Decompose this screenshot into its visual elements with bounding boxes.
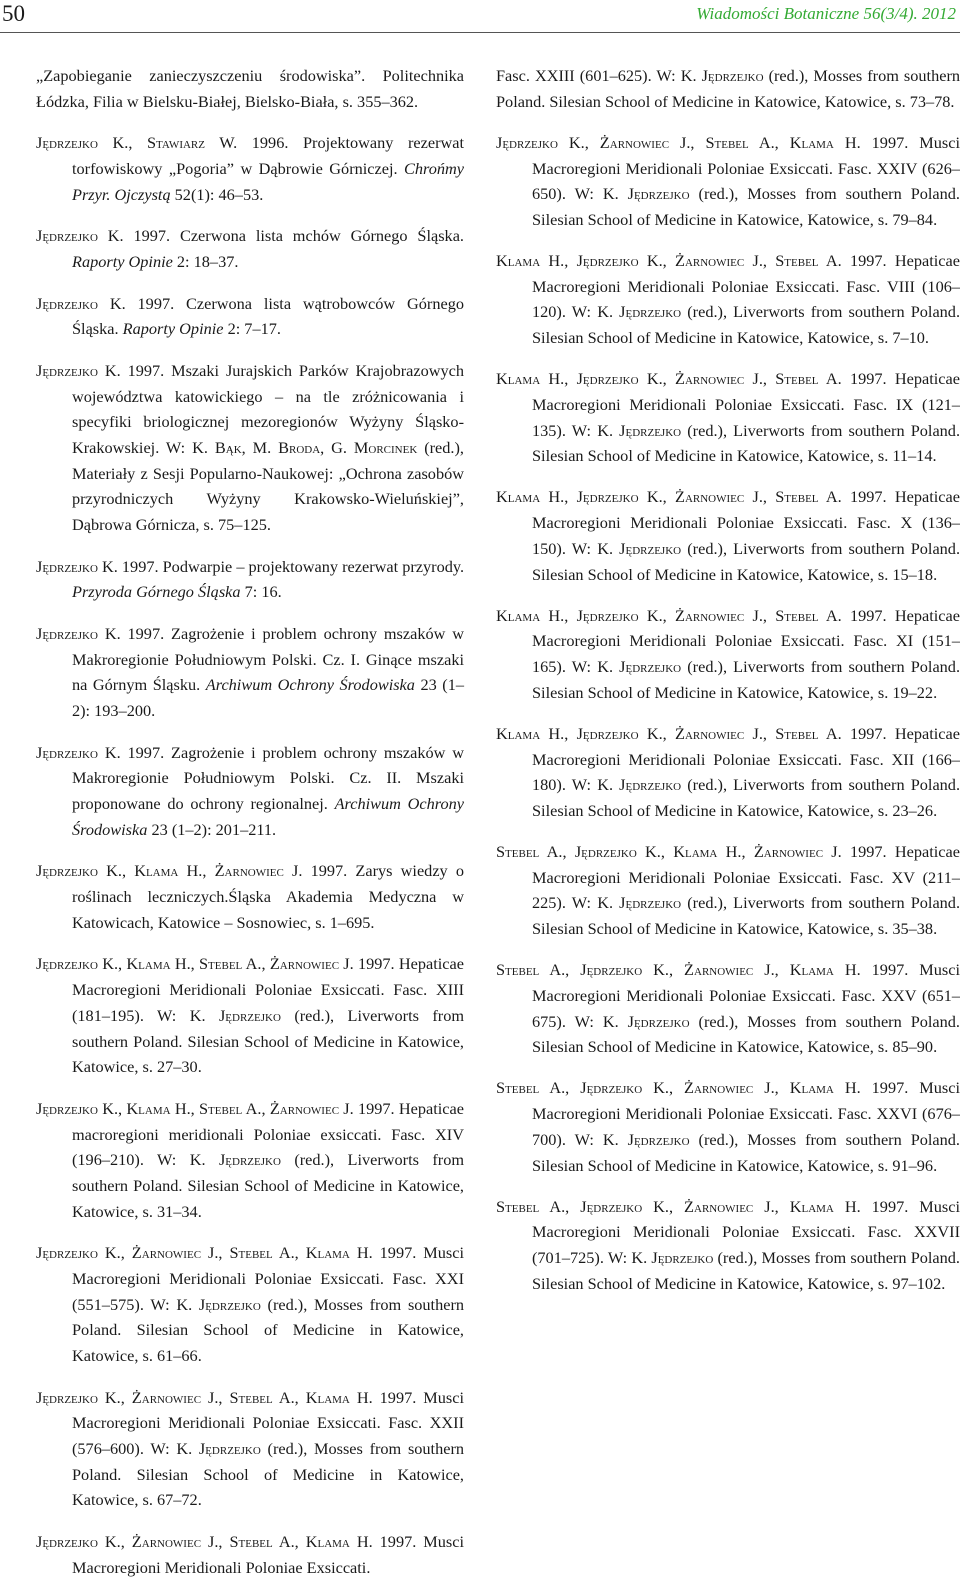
page-number: 50 [2, 1, 25, 26]
reference-authors: Jędrzejko K., Żarnowiec J., Stebel A., Klama H. [496, 132, 861, 152]
reference-source: Archiwum Ochrony Środowiska [205, 675, 415, 695]
reference-entry-continued [496, 63, 960, 114]
reference-authors: K. Jędrzejko [680, 66, 764, 85]
reference-authors: K. Jędrzejko [602, 1011, 690, 1031]
reference-source: Raporty Opinie [122, 319, 224, 339]
reference-authors: Jędrzejko K., Żarnowiec J., Stebel A., Klama H. [36, 1532, 373, 1552]
reference-authors: Jędrzejko K., Klama H., Żarnowiec J. [36, 861, 303, 881]
header-rule [0, 32, 960, 33]
reference-text: 1997. Zagrożenie i problem ochrony mszaków w Makroregionie Południowym Polski. Cz. II. Mszaki proponowane do ochrony regionalnej. [72, 742, 465, 814]
reference-text: 1997. Musci Macroregioni Meridionali Poloniae Exsiccati. Fasc. XXVII (701–725). W: [532, 1196, 960, 1268]
reference-authors: Stebel A., Jędrzejko K., Żarnowiec J., Klama H. [496, 1078, 861, 1098]
reference-authors: Jędrzejko K. [36, 742, 121, 762]
reference-entry [496, 1194, 960, 1297]
reference-authors: K. Jędrzejko [189, 1150, 281, 1170]
reference-text: 1997. Musci Macroregioni Meridionali Poloniae Exsiccati. [72, 1532, 464, 1577]
reference-text: 2: 7–17. [223, 319, 281, 339]
reference-column-right [496, 63, 960, 1312]
reference-text: (red.), Materiały z Sesji Popularno-Naukowej: „Ochrona zasobów przyrodniczych Wyżyny Krakowsko-Wieluńskiej”, Dąbrowa Górnicza, s. 75–125. [72, 438, 464, 535]
reference-text: 1997. Musci Macroregioni Meridionali Poloniae Exsiccati. Fasc. XXVI (676–700). W: [532, 1078, 960, 1149]
reference-authors: Jędrzejko K. [36, 226, 124, 246]
reference-authors: K. Jędrzejko [602, 184, 690, 204]
reference-text: 1997. Hepaticae Macroregioni Meridionali Poloniae Exsiccati. Fasc. XV (211–225). W: [532, 842, 960, 913]
reference-text: 1997. Podwarpie – projektowany rezerwat przyrody. [117, 556, 465, 576]
reference-authors: Klama H., Jędrzejko K., Żarnowiec J., Stebel A. [496, 605, 842, 625]
reference-authors: K. Jędrzejko [597, 538, 682, 558]
reference-authors: K. Jędrzejko [631, 1248, 714, 1268]
reference-column-left [36, 63, 464, 1596]
reference-text: (red.), Mosses from southern Poland. Silesian School of Medicine in Katowice, Katowice, s. 97–102. [532, 1248, 960, 1293]
reference-text: (red.), Mosses from southern Poland. Silesian School of Medicine in Katowice, Katowice, s. 79–84. [532, 184, 960, 229]
reference-authors: Jędrzejko K., Klama H., Stebel A., Żarnowiec J. [36, 1098, 354, 1118]
reference-authors: Stebel A., Jędrzejko K., Klama H., Żarnowiec J. [496, 842, 842, 862]
reference-authors: K. Jędrzejko [597, 893, 682, 913]
reference-entry [36, 1385, 464, 1514]
reference-source: Przyroda Górnego Śląska [72, 582, 241, 602]
reference-entry [496, 366, 960, 469]
reference-text: (red.), Liverworts from southern Poland. Silesian School of Medicine in Katowice, Katowice, s. 7–10. [532, 302, 960, 348]
reference-text: 52(1): 46–53. [170, 184, 264, 204]
reference-authors: K. Jędrzejko [597, 302, 682, 322]
reference-entry [36, 223, 464, 274]
reference-text: 1997. Hepaticae Macroregioni Meridionali Poloniae Exsiccati. Fasc. X (136–150). W: [532, 487, 960, 558]
reference-text: 1997. Musci Macroregioni Meridionali Poloniae Exsiccati. Fasc. XXIV (626–650). W: [532, 132, 960, 204]
reference-text: (red.), Mosses from southern Poland. Silesian School of Medicine in Katowice, Katowice, s. 85–90. [532, 1011, 960, 1057]
reference-text: (red.), Mosses from southern Poland. Silesian School of Medicine in Katowice, Katowice, s. 61–66. [72, 1294, 465, 1366]
reference-text: 1997. Zagrożenie i problem ochrony mszaków w Makroregionie Południowym Polski. Cz. I. Ginące mszaki na Górnym Śląsku. [72, 624, 465, 695]
reference-text: 1997. Zarys wiedzy o roślinach leczniczych.Śląska Akademia Medyczna w Katowicach, Katowice – Sosnowiec, s. 1–695. [72, 861, 465, 932]
reference-text: 23 (1–2): 201–211. [147, 819, 277, 839]
reference-source: Chrońmy Przyr. Ojczystą [72, 159, 464, 204]
reference-entry [36, 554, 464, 605]
reference-authors: Stebel A., Jędrzejko K., Żarnowiec J., Klama H. [496, 960, 861, 980]
reference-entry [36, 1096, 464, 1225]
reference-text: 1997. Hepaticae macroregioni meridionali Poloniae exsiccati. Fasc. XIV (196–210). W: [72, 1098, 464, 1170]
reference-text: (red.), Liverworts from southern Poland. Silesian School of Medicine in Katowice, Katowice, s. 31–34. [72, 1150, 464, 1221]
reference-text: (red.), Mosses from southern Poland. Silesian School of Medicine in Katowice, Katowice, s. 73–78. [496, 66, 960, 111]
reference-entry [36, 130, 464, 207]
reference-text: 7: 16. [240, 582, 282, 602]
journal-citation: Wiadomości Botaniczne 56(3/4). 2012 [696, 4, 956, 23]
reference-text: 1997. Hepaticae Macroregioni Meridionali Poloniae Exsiccati. Fasc. XIII (181–195). W: [72, 954, 464, 1025]
reference-entry [36, 1529, 464, 1580]
reference-entry [496, 484, 960, 587]
page-header [0, 0, 960, 34]
reference-entry [36, 740, 464, 843]
reference-authors: Jędrzejko K., Stawiarz W. [36, 133, 238, 153]
reference-text: Fasc. XXIII (601–625). W: [496, 66, 681, 85]
reference-entry [36, 291, 464, 342]
reference-authors: Klama H., Jędrzejko K., Żarnowiec J., Stebel A. [496, 723, 842, 743]
reference-authors: Klama H., Jędrzejko K., Żarnowiec J., Stebel A. [496, 369, 842, 389]
reference-text: (red.), Liverworts from southern Poland. Silesian School of Medicine in Katowice, Katowice, s. 19–22. [532, 657, 960, 702]
reference-authors: Jędrzejko K. [36, 556, 118, 576]
reference-text: 1997. Musci Macroregioni Meridionali Poloniae Exsiccati. Fasc. XXII (576–600). W: [72, 1387, 464, 1459]
reference-entry [496, 130, 960, 233]
reference-authors: Jędrzejko K., Klama H., Stebel A., Żarnowiec J. [36, 954, 354, 974]
reference-authors: K. Jędrzejko [597, 657, 682, 677]
reference-text: 2: 18–37. [172, 252, 239, 271]
reference-source: Raporty Opinie [72, 252, 173, 271]
reference-authors: Jędrzejko K. [36, 624, 121, 643]
reference-text: (red.), Mosses from southern Poland. Silesian School of Medicine in Katowice, Katowice, s. 91–96. [532, 1129, 960, 1175]
reference-text: „Zapobieganie zanieczyszczeniu środowiska”. Politechnika Łódzka, Filia w Bielsku-Białej, Bielsko-Biała, s. 355–362. [36, 66, 464, 111]
reference-authors: Klama H., Jędrzejko K., Żarnowiec J., Stebel A. [496, 487, 842, 507]
reference-text: 1997. Musci Macroregioni Meridionali Poloniae Exsiccati. Fasc. XXI (551–575). W: [72, 1243, 464, 1314]
reference-source: Archiwum Ochrony Środowiska [72, 794, 465, 839]
reference-text: 1997. Czerwona lista wątrobowców Górnego Śląska. [72, 293, 464, 339]
reference-entry [496, 721, 960, 824]
reference-authors: K. Jędrzejko [176, 1439, 261, 1459]
reference-text: (red.), Liverworts from southern Poland. Silesian School of Medicine in Katowice, Katowice, s. 15–18. [532, 538, 960, 584]
reference-authors: K. Jędrzejko [597, 420, 682, 440]
reference-authors: Jędrzejko K., Żarnowiec J., Stebel A., Klama H. [36, 1243, 373, 1263]
reference-entry [36, 858, 464, 935]
reference-text: (red.), Liverworts from southern Poland. Silesian School of Medicine in Katowice, Katowice, s. 35–38. [532, 893, 960, 939]
reference-entry [496, 248, 960, 351]
reference-authors: K. Bąk, M. Broda, G. Morcinek [192, 438, 418, 457]
reference-authors: K. Jędrzejko [176, 1294, 261, 1314]
reference-text: 1996. Projektowany rezerwat torfowiskowy „Pogoria” w Dąbrowie Górniczej. [72, 133, 465, 178]
reference-text: 1997. Mszaki Jurajskich Parków Krajobrazowych województwa katowickiego – na tle zróżnicowania i specyfiki briologicznej mezoregionów Wyżyny Śląsko-Krakowskiej. W: [72, 360, 465, 457]
reference-text: 1997. Hepaticae Macroregioni Meridionali Poloniae Exsiccati. Fasc. VIII (106–120). W: [532, 251, 960, 322]
reference-authors: Jędrzejko K. [36, 293, 126, 313]
reference-text: 1997. Musci Macroregioni Meridionali Poloniae Exsiccati. Fasc. XXV (651–675). W: [532, 960, 960, 1031]
reference-authors: Jędrzejko K., Żarnowiec J., Stebel A., Klama H. [36, 1387, 373, 1407]
reference-text: (red.), Liverworts from southern Poland. Silesian School of Medicine in Katowice, Katowice, s. 23–26. [532, 775, 960, 820]
reference-text: (red.), Mosses from southern Poland. Silesian School of Medicine in Katowice, Katowice, s. 67–72. [72, 1439, 465, 1510]
reference-authors: Jędrzejko K. [36, 360, 121, 380]
reference-authors: Klama H., Jędrzejko K., Żarnowiec J., Stebel A. [496, 251, 842, 270]
reference-entry [496, 839, 960, 942]
reference-text: (red.), Liverworts from southern Poland. Silesian School of Medicine in Katowice, Katowice, s. 11–14. [532, 420, 960, 466]
reference-authors: Stebel A., Jędrzejko K., Żarnowiec J., Klama H. [496, 1196, 861, 1216]
reference-authors: K. Jędrzejko [189, 1005, 281, 1025]
reference-authors: K. Jędrzejko [602, 1129, 690, 1149]
reference-text: 1997. Czerwona lista mchów Górnego Śląska. [123, 226, 464, 246]
reference-text: 1997. Hepaticae Macroregioni Meridionali Poloniae Exsiccati. Fasc. IX (121–135). W: [532, 369, 960, 440]
reference-entry [36, 621, 464, 724]
reference-entry [36, 358, 464, 538]
reference-text: (red.), Liverworts from southern Poland. Silesian School of Medicine in Katowice, Katowice, s. 27–30. [72, 1005, 464, 1077]
reference-entry [496, 1075, 960, 1178]
reference-entry [36, 951, 464, 1080]
reference-authors: K. Jędrzejko [597, 775, 682, 795]
reference-entry [496, 603, 960, 706]
reference-text: 1997. Hepaticae Macroregioni Meridionali Poloniae Exsiccati. Fasc. XI (151–165). W: [532, 605, 960, 677]
reference-text: 1997. Hepaticae Macroregioni Meridionali Poloniae Exsiccati. Fasc. XII (166–180). W: [532, 723, 960, 795]
reference-entry [496, 957, 960, 1060]
reference-entry [36, 1240, 464, 1369]
reference-entry-continued [36, 63, 464, 114]
reference-text: 23 (1–2): 193–200. [72, 675, 464, 721]
